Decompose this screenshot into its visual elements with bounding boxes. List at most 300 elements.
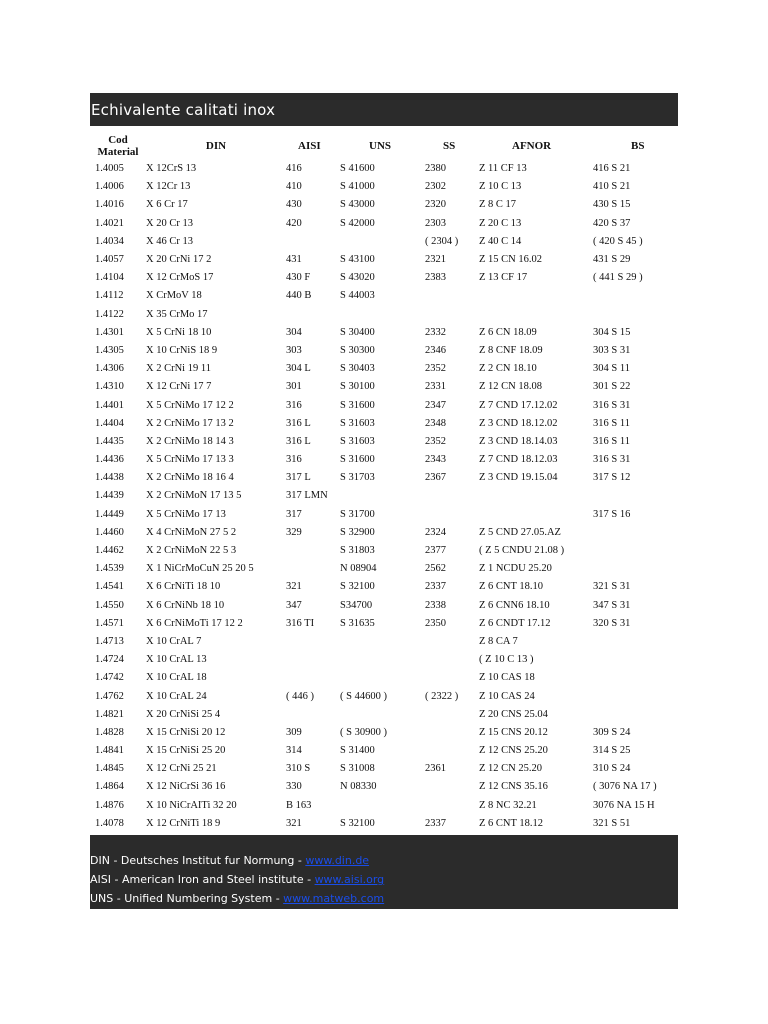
- cell-cod-material: 1.4310: [95, 381, 124, 393]
- cell-bs: 321 S 51: [593, 817, 631, 829]
- cell-cod-material: 1.4713: [95, 635, 124, 647]
- cell-aisi: 321: [286, 581, 302, 593]
- cell-ss: 2352: [425, 363, 446, 375]
- cell-uns: S 31703: [340, 472, 375, 484]
- cell-ss: 2338: [425, 599, 446, 611]
- cell-afnor: [479, 287, 593, 305]
- cell-bs: [593, 487, 678, 505]
- cell-aisi: 430: [286, 199, 302, 211]
- cell-din: X 20 Cr 13: [146, 217, 193, 229]
- cell-aisi: 329: [286, 526, 302, 538]
- cell-bs: 304 S 15: [593, 326, 631, 338]
- table-row: [90, 306, 678, 324]
- cell-afnor: Z 13 CF 17: [479, 272, 528, 284]
- cell-afnor: [479, 306, 593, 324]
- cell-ss: 2352: [425, 435, 446, 447]
- cell-din: X 5 CrNiMo 17 12 2: [146, 399, 234, 411]
- cell-cod-material: 1.4438: [95, 472, 124, 484]
- cell-ss: [425, 742, 479, 760]
- cell-bs: 310 S 24: [593, 763, 631, 775]
- cell-afnor: Z 12 CN 18.08: [479, 381, 542, 393]
- cell-cod-material: 1.4876: [95, 799, 124, 811]
- cell-din: X 12 CrNi 25 21: [146, 763, 217, 775]
- cell-cod-material: 1.4078: [95, 817, 124, 829]
- table-body: [90, 160, 678, 833]
- cell-bs: 321 S 31: [593, 581, 631, 593]
- cell-din: X 12 CrMoS 17: [146, 272, 214, 284]
- cell-din: X 2 CrNiMo 17 13 2: [146, 417, 234, 429]
- cell-afnor: Z 12 CN 25.20: [479, 763, 542, 775]
- table-row: [90, 324, 678, 342]
- cell-aisi: ( 446 ): [286, 690, 314, 702]
- footer: [90, 835, 678, 909]
- cell-ss: 2380: [425, 163, 446, 175]
- cell-aisi: 321: [286, 817, 302, 829]
- cell-bs: [593, 542, 678, 560]
- table-row: [90, 287, 678, 305]
- cell-afnor: Z 12 CNS 25.20: [479, 745, 548, 757]
- table-row: [90, 706, 678, 724]
- cell-din: X 12Cr 13: [146, 181, 191, 193]
- cell-uns: [340, 306, 425, 324]
- cell-cod-material: 1.4539: [95, 563, 124, 575]
- cell-bs: 301 S 22: [593, 381, 631, 393]
- cell-ss: [425, 669, 479, 687]
- cell-uns: S 31600: [340, 454, 375, 466]
- cell-uns: S 41000: [340, 181, 375, 193]
- table-row: [90, 687, 678, 705]
- table-row: [90, 451, 678, 469]
- cell-aisi: 316: [286, 454, 302, 466]
- cell-afnor: Z 8 CA 7: [479, 635, 518, 647]
- cell-bs: 314 S 25: [593, 745, 631, 757]
- cell-din: X 10 CrAL 18: [146, 672, 207, 684]
- footer-text-uns: UNS - Unified Numbering System -: [90, 891, 284, 905]
- cell-din: X 15 CrNiSi 20 12: [146, 726, 226, 738]
- footer-line-din: [90, 851, 678, 870]
- table-row: [90, 597, 678, 615]
- cell-bs: 431 S 29: [593, 254, 631, 266]
- cell-ss: 2361: [425, 763, 446, 775]
- cell-cod-material: 1.4301: [95, 326, 124, 338]
- cell-din: X 2 CrNiMoN 22 5 3: [146, 545, 237, 557]
- cell-din: X 10 CrAL 13: [146, 654, 207, 666]
- cell-ss: [425, 633, 479, 651]
- table-row: [90, 778, 678, 796]
- cell-aisi: [286, 306, 340, 324]
- cell-ss: 2350: [425, 617, 446, 629]
- title-bar: [90, 93, 678, 126]
- cell-afnor: Z 8 CNF 18.09: [479, 344, 543, 356]
- footer-text-aisi: AISI - American Iron and Steel institute -: [90, 872, 315, 886]
- cell-ss: [425, 306, 479, 324]
- cell-ss: 2302: [425, 181, 446, 193]
- cell-aisi: 303: [286, 344, 302, 356]
- cell-cod-material: 1.4021: [95, 217, 124, 229]
- cell-afnor: Z 10 CAS 18: [479, 672, 535, 684]
- cell-afnor: Z 11 CF 13: [479, 163, 527, 175]
- cell-aisi: [286, 233, 340, 251]
- cell-bs: [593, 651, 678, 669]
- table-row: [90, 415, 678, 433]
- cell-ss: [425, 287, 479, 305]
- cell-uns: S34700: [340, 599, 373, 611]
- cell-cod-material: 1.4462: [95, 545, 124, 557]
- page-title: Echivalente calitati inox: [91, 100, 276, 119]
- cell-uns: S 31603: [340, 417, 375, 429]
- cell-aisi: 301: [286, 381, 302, 393]
- cell-ss: [425, 706, 479, 724]
- table-row: [90, 633, 678, 651]
- cell-uns: S 31400: [340, 745, 375, 757]
- cell-cod-material: 1.4541: [95, 581, 124, 593]
- cell-cod-material: 1.4305: [95, 344, 124, 356]
- cell-afnor: Z 6 CNT 18.12: [479, 817, 543, 829]
- cell-ss: 2348: [425, 417, 446, 429]
- cell-bs: [593, 706, 678, 724]
- cell-cod-material: 1.4112: [95, 290, 124, 302]
- cell-ss: 2383: [425, 272, 446, 284]
- cell-ss: 2337: [425, 817, 446, 829]
- cell-uns: S 43020: [340, 272, 375, 284]
- cell-din: X 2 CrNiMoN 17 13 5: [146, 490, 242, 502]
- cell-bs: 316 S 31: [593, 454, 631, 466]
- cell-din: X 12 CrNi 17 7: [146, 381, 212, 393]
- cell-aisi: 317: [286, 508, 302, 520]
- cell-ss: ( 2322 ): [425, 690, 459, 702]
- cell-bs: [593, 287, 678, 305]
- cell-afnor: Z 40 C 14: [479, 235, 522, 247]
- cell-afnor: Z 6 CN 18.09: [479, 326, 537, 338]
- table-row: [90, 506, 678, 524]
- cell-din: X 10 CrAL 7: [146, 635, 202, 647]
- cell-aisi: 309: [286, 726, 302, 738]
- cell-aisi: 440 B: [286, 290, 312, 302]
- cell-uns: N 08330: [340, 781, 377, 793]
- cell-bs: 317 S 16: [593, 508, 631, 520]
- cell-bs: 3076 NA 15 H: [593, 799, 655, 811]
- cell-afnor: Z 1 NCDU 25.20: [479, 563, 552, 575]
- cell-uns: [340, 651, 425, 669]
- cell-aisi: [286, 651, 340, 669]
- document-page: [90, 93, 678, 909]
- cell-afnor: Z 8 NC 32.21: [479, 799, 537, 811]
- cell-cod-material: 1.4762: [95, 690, 124, 702]
- cell-ss: 2321: [425, 254, 446, 266]
- cell-aisi: 316 TI: [286, 617, 315, 629]
- cell-cod-material: 1.4439: [95, 490, 124, 502]
- table-row: [90, 396, 678, 414]
- cell-din: X 12 NiCrSi 36 16: [146, 781, 226, 793]
- cell-ss: 2562: [425, 563, 446, 575]
- cell-aisi: 416: [286, 163, 302, 175]
- cell-din: X 15 CrNiSi 25 20: [146, 745, 226, 757]
- cell-uns: S 31600: [340, 399, 375, 411]
- cell-aisi: B 163: [286, 799, 312, 811]
- cell-din: X 12 CrNiTi 18 9: [146, 817, 221, 829]
- table-row: [90, 378, 678, 396]
- cell-bs: [593, 687, 678, 705]
- cell-cod-material: 1.4016: [95, 199, 124, 211]
- cell-bs: ( 420 S 45 ): [593, 235, 643, 247]
- table-row: [90, 524, 678, 542]
- cell-cod-material: 1.4404: [95, 417, 124, 429]
- cell-din: X 20 CrNi 17 2: [146, 254, 212, 266]
- cell-ss: [425, 778, 479, 796]
- cell-cod-material: 1.4006: [95, 181, 124, 193]
- cell-ss: 2324: [425, 526, 446, 538]
- cell-aisi: [286, 669, 340, 687]
- cell-cod-material: 1.4401: [95, 399, 124, 411]
- cell-aisi: 310 S: [286, 763, 311, 775]
- cell-afnor: Z 3 CND 18.14.03: [479, 435, 558, 447]
- cell-afnor: Z 20 C 13: [479, 217, 522, 229]
- cell-bs: 317 S 12: [593, 472, 631, 484]
- cell-bs: [593, 560, 678, 578]
- header-bs: BS: [631, 140, 645, 152]
- cell-bs: 420 S 37: [593, 217, 631, 229]
- cell-uns: S 30100: [340, 381, 375, 393]
- cell-din: X 12CrS 13: [146, 163, 197, 175]
- cell-afnor: Z 5 CND 27.05.AZ: [479, 526, 561, 538]
- cell-bs: [593, 669, 678, 687]
- cell-uns: S 31008: [340, 763, 375, 775]
- header-afnor: AFNOR: [512, 140, 552, 152]
- table-row: [90, 215, 678, 233]
- cell-bs: 430 S 15: [593, 199, 631, 211]
- footer-text-din: DIN - Deutsches Institut fur Normung -: [90, 853, 306, 867]
- cell-aisi: 330: [286, 781, 302, 793]
- header-cod-material: Cod Material: [97, 134, 139, 158]
- cell-uns: S 31635: [340, 617, 375, 629]
- cell-aisi: 347: [286, 599, 302, 611]
- cell-cod-material: 1.4436: [95, 454, 124, 466]
- cell-afnor: Z 10 CAS 24: [479, 690, 535, 702]
- cell-ss: 2377: [425, 545, 446, 557]
- cell-din: X 10 NiCrAITi 32 20: [146, 799, 237, 811]
- cell-afnor: Z 3 CND 19.15.04: [479, 472, 558, 484]
- cell-cod-material: 1.4460: [95, 526, 124, 538]
- table-row: [90, 669, 678, 687]
- cell-bs: 316 S 11: [593, 417, 630, 429]
- cell-afnor: ( Z 10 C 13 ): [479, 654, 534, 666]
- cell-uns: S 31700: [340, 508, 375, 520]
- table-header-row: [90, 132, 678, 160]
- cell-ss: 2331: [425, 381, 446, 393]
- cell-ss: 2343: [425, 454, 446, 466]
- table-row: [90, 233, 678, 251]
- table-row: [90, 797, 678, 815]
- cell-aisi: [286, 633, 340, 651]
- cell-aisi: 317 LMN: [286, 490, 328, 502]
- footer-line-aisi: [90, 870, 678, 889]
- cell-ss: [425, 797, 479, 815]
- cell-ss: 2347: [425, 399, 446, 411]
- cell-ss: 2346: [425, 344, 446, 356]
- cell-bs: 320 S 31: [593, 617, 631, 629]
- table-row: [90, 160, 678, 178]
- cell-bs: [593, 524, 678, 542]
- cell-din: X 10 CrNiS 18 9: [146, 344, 218, 356]
- cell-aisi: [286, 706, 340, 724]
- cell-ss: 2337: [425, 581, 446, 593]
- cell-ss: ( 2304 ): [425, 235, 459, 247]
- cell-din: X CrMoV 18: [146, 290, 202, 302]
- cell-uns: S 44003: [340, 290, 375, 302]
- cell-afnor: Z 2 CN 18.10: [479, 363, 537, 375]
- table-row: [90, 542, 678, 560]
- cell-cod-material: 1.4845: [95, 763, 124, 775]
- cell-bs: ( 3076 NA 17 ): [593, 781, 657, 793]
- cell-bs: ( 441 S 29 ): [593, 272, 643, 284]
- cell-afnor: Z 6 CNDT 17.12: [479, 617, 551, 629]
- cell-uns: S 32100: [340, 581, 375, 593]
- cell-aisi: 304: [286, 326, 302, 338]
- cell-ss: [425, 724, 479, 742]
- cell-aisi: 316 L: [286, 417, 311, 429]
- cell-aisi: 420: [286, 217, 302, 229]
- cell-din: X 46 Cr 13: [146, 235, 193, 247]
- cell-ss: 2303: [425, 217, 446, 229]
- cell-afnor: Z 7 CND 17.12.02: [479, 399, 558, 411]
- cell-aisi: 431: [286, 254, 302, 266]
- cell-din: X 5 CrNiMo 17 13 3: [146, 454, 234, 466]
- table-row: [90, 360, 678, 378]
- cell-bs: 316 S 11: [593, 435, 630, 447]
- cell-cod-material: 1.4306: [95, 363, 124, 375]
- cell-cod-material: 1.4821: [95, 708, 124, 720]
- table-row: [90, 760, 678, 778]
- cell-cod-material: 1.4057: [95, 254, 124, 266]
- cell-uns: ( S 30900 ): [340, 726, 387, 738]
- cell-ss: 2320: [425, 199, 446, 211]
- table-row: [90, 560, 678, 578]
- cell-uns: [340, 669, 425, 687]
- cell-din: X 35 CrMo 17: [146, 308, 208, 320]
- cell-uns: S 30300: [340, 344, 375, 356]
- cell-aisi: [286, 542, 340, 560]
- cell-din: X 6 CrNiTi 18 10: [146, 581, 221, 593]
- cell-cod-material: 1.4864: [95, 781, 124, 793]
- header-ss: SS: [443, 140, 456, 152]
- cell-cod-material: 1.4104: [95, 272, 124, 284]
- cell-din: X 5 CrNiMo 17 13: [146, 508, 226, 520]
- cell-cod-material: 1.4034: [95, 235, 124, 247]
- cell-bs: 316 S 31: [593, 399, 631, 411]
- cell-uns: S 43100: [340, 254, 375, 266]
- cell-cod-material: 1.4435: [95, 435, 124, 447]
- cell-uns: S 30400: [340, 326, 375, 338]
- header-din: DIN: [205, 140, 227, 152]
- cell-din: X 6 CrNiNb 18 10: [146, 599, 225, 611]
- cell-afnor: Z 8 C 17: [479, 199, 517, 211]
- cell-afnor: Z 6 CNN6 18.10: [479, 599, 550, 611]
- cell-bs: 303 S 31: [593, 344, 631, 356]
- cell-afnor: [479, 487, 593, 505]
- table-row: [90, 469, 678, 487]
- table-row: [90, 178, 678, 196]
- cell-din: X 6 Cr 17: [146, 199, 188, 211]
- cell-afnor: Z 20 CNS 25.04: [479, 708, 548, 720]
- table-row: [90, 815, 678, 833]
- cell-aisi: 316: [286, 399, 302, 411]
- cell-uns: S 42000: [340, 217, 375, 229]
- cell-uns: N 08904: [340, 563, 377, 575]
- cell-afnor: Z 7 CND 18.12.03: [479, 454, 558, 466]
- cell-uns: [340, 633, 425, 651]
- matweb-link[interactable]: www.matweb.com: [283, 891, 385, 905]
- cell-afnor: [479, 506, 593, 524]
- cell-din: X 2 CrNiMo 18 14 3: [146, 435, 234, 447]
- cell-uns: ( S 44600 ): [340, 690, 387, 702]
- cell-ss: 2332: [425, 326, 446, 338]
- cell-din: X 10 CrAL 24: [146, 690, 207, 702]
- table-row: [90, 724, 678, 742]
- cell-uns: S 30403: [340, 363, 375, 375]
- cell-ss: [425, 651, 479, 669]
- cell-cod-material: 1.4841: [95, 745, 124, 757]
- cell-din: X 4 CrNiMoN 27 5 2: [146, 526, 237, 538]
- cell-ss: [425, 506, 479, 524]
- cell-din: X 20 CrNiSi 25 4: [146, 708, 221, 720]
- cell-afnor: Z 15 CN 16.02: [479, 254, 542, 266]
- cell-bs: 347 S 31: [593, 599, 631, 611]
- cell-aisi: 316 L: [286, 435, 311, 447]
- header-aisi: AISI: [298, 140, 321, 152]
- cell-afnor: Z 6 CNT 18.10: [479, 581, 543, 593]
- table-row: [90, 742, 678, 760]
- cell-aisi: 430 F: [286, 272, 311, 284]
- table-row: [90, 196, 678, 214]
- footer-line-uns: [90, 889, 678, 908]
- cell-afnor: Z 3 CND 18.12.02: [479, 417, 558, 429]
- cell-aisi: 410: [286, 181, 302, 193]
- cell-aisi: 304 L: [286, 363, 311, 375]
- cell-cod-material: 1.4828: [95, 726, 124, 738]
- table-row: [90, 433, 678, 451]
- cell-bs: [593, 306, 678, 324]
- header-uns: UNS: [369, 140, 392, 152]
- table-row: [90, 342, 678, 360]
- cell-afnor: Z 15 CNS 20.12: [479, 726, 548, 738]
- din-link[interactable]: www.din.de: [305, 853, 370, 867]
- cell-uns: S 41600: [340, 163, 375, 175]
- cell-aisi: [286, 560, 340, 578]
- cell-uns: S 31803: [340, 545, 375, 557]
- cell-afnor: ( Z 5 CNDU 21.08 ): [479, 545, 565, 557]
- cell-uns: S 31603: [340, 435, 375, 447]
- cell-ss: [425, 487, 479, 505]
- table-row: [90, 251, 678, 269]
- cell-cod-material: 1.4724: [95, 654, 124, 666]
- cell-bs: 416 S 21: [593, 163, 631, 175]
- cell-uns: [340, 487, 425, 505]
- cell-bs: [593, 633, 678, 651]
- cell-din: X 2 CrNiMo 18 16 4: [146, 472, 234, 484]
- table-row: [90, 651, 678, 669]
- cell-cod-material: 1.4550: [95, 599, 124, 611]
- table-row: [90, 578, 678, 596]
- cell-uns: [340, 797, 425, 815]
- cell-cod-material: 1.4449: [95, 508, 124, 520]
- cell-uns: S 32100: [340, 817, 375, 829]
- cell-afnor: Z 12 CNS 35.16: [479, 781, 548, 793]
- cell-bs: 309 S 24: [593, 726, 631, 738]
- cell-cod-material: 1.4742: [95, 672, 124, 684]
- aisi-link[interactable]: www.aisi.org: [314, 872, 385, 886]
- cell-bs: 304 S 11: [593, 363, 630, 375]
- equivalence-table: [90, 132, 678, 833]
